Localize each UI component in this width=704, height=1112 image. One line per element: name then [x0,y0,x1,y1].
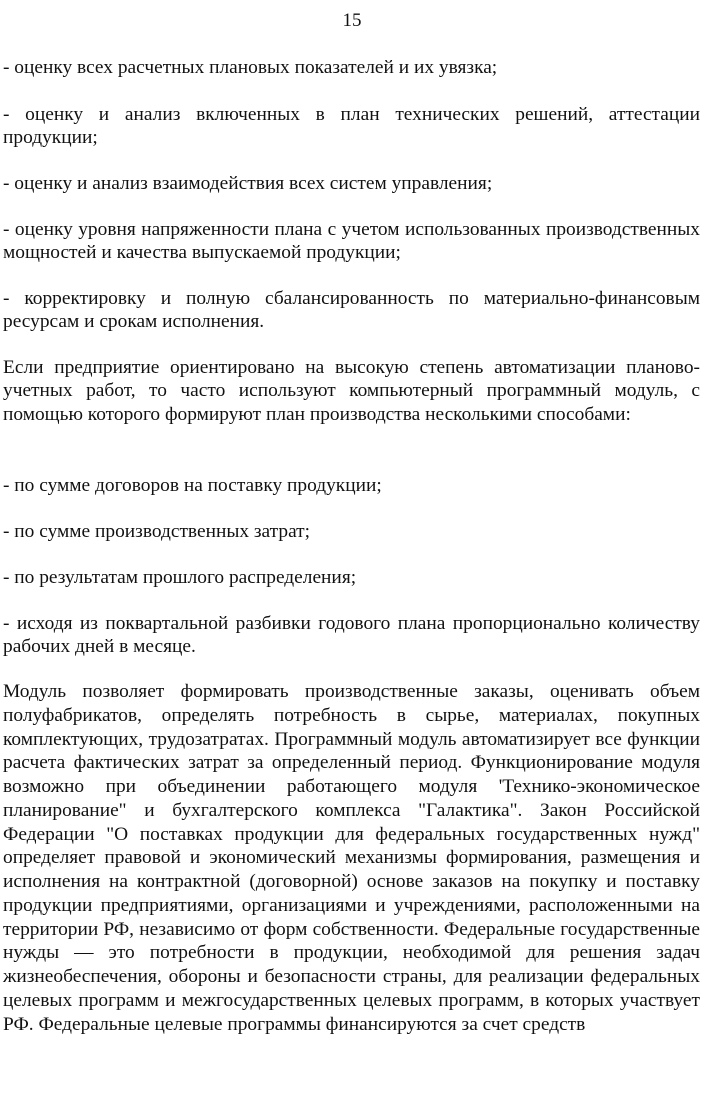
list-item-costs: - по сумме производственных затрат; [3,521,311,542]
list-item-plan-intensity: - оценку уровня напряженности плана с учетом использованных производственных мощностей и качества выпускаемой продукции; [3,219,700,264]
page-number: 15 [342,10,362,31]
paragraph-automation: Если предприятие ориентировано на высокую степень автоматизации планово-учетных работ, то часто используют компьютерный программный модуль, с помощью которого формируют план производства несколькими способами: [3,357,700,425]
list-item-management-systems: - оценку и анализ взаимодействия всех систем управления; [3,173,493,194]
list-item-technical-solutions: - оценку и анализ включенных в план технических решений, аттестации продукции; [3,104,700,149]
list-item-contracts: - по сумме договоров на поставку продукции; [3,475,382,496]
list-item-past-distribution: - по результатам прошлого распределения; [3,567,357,588]
paragraph-module-description: Модуль позволяет формировать производственные заказы, оценивать объем полуфабрикатов, определять потребность в сырье, материалах, покупных комплектующих, трудозатратах. Программный модуль автоматизирует все функции расчета фактических затрат за определенный период. Функционирование модуля возможно при объединении работающего модуля 'Технико-экономическое планирование" и бухгалтерского комплекса "Галактика". Закон Российской Федерации "О поставках продукции для федеральных государственных нужд" определяет правовой и экономический механизмы формирования, размещения и исполнения на контрактной (договорной) основе заказов на покупку и поставку продукции предприятиями, организациями и учреждениями, расположенными на территории РФ, независимо от форм собственности. Федеральные государственные нужды — это потребности в продукции, необходимой для решения задач жизнеобеспечения, обороны и безопасности страны, для реализации федеральных целевых программ и межгосударственных целевых программ, в которых участвует РФ. Федеральные целевые программы финансируются за счет средств [3,681,700,1035]
list-item-balancing: - корректировку и полную сбалансированность по материально-финансовым ресурсам и срокам исполнения. [3,288,700,333]
list-item-indicators: - оценку всех расчетных плановых показателей и их увязка; [3,57,498,78]
list-item-quarterly-breakdown: - исходя из поквартальной разбивки годового плана пропорционально количеству рабочих дней в месяце. [3,613,700,658]
